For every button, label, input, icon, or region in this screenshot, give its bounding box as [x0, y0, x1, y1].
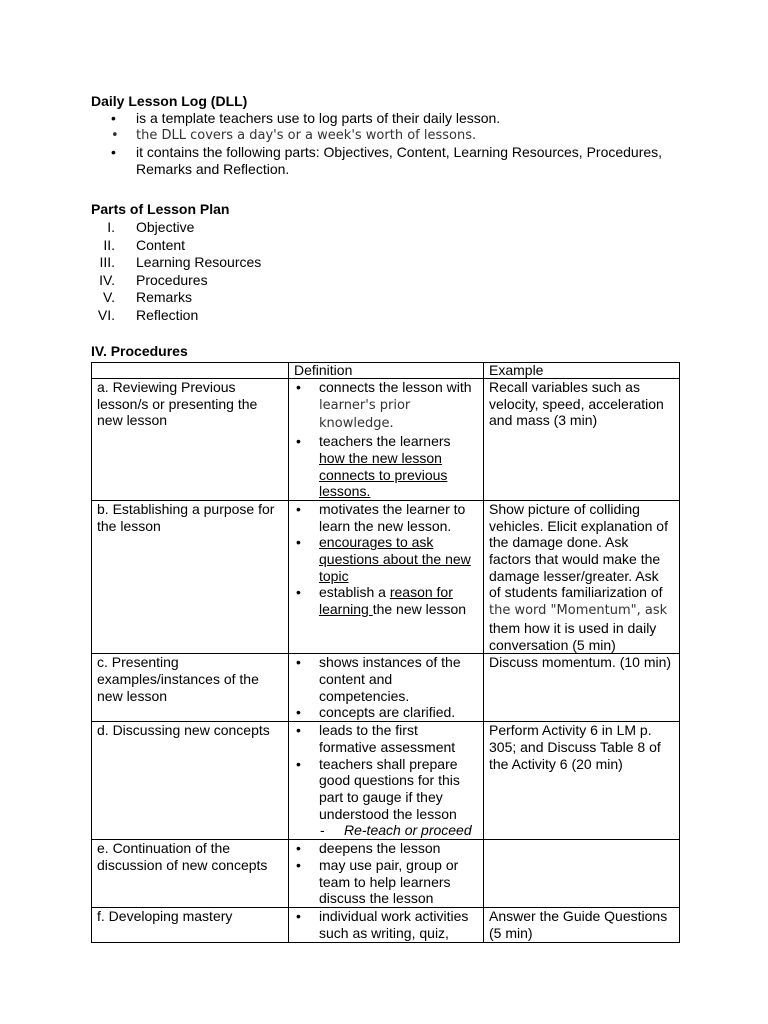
list-number: V. — [103, 289, 115, 306]
example-cell — [484, 840, 680, 908]
parts-list — [91, 219, 261, 325]
list-number: VI. — [97, 306, 115, 323]
list-label: Content — [136, 236, 186, 253]
list-label: Remarks — [136, 289, 193, 306]
list-number: IV. — [99, 271, 115, 288]
part-cell: b. Establishing a purpose for the lesson — [92, 500, 289, 653]
table-row — [92, 908, 680, 942]
parts-title: Parts of Lesson Plan — [91, 201, 230, 217]
table-row — [92, 379, 680, 501]
dll-bullet-list — [91, 110, 691, 178]
part-cell: e. Continuation of the discussion of new concepts — [92, 840, 289, 908]
list-item: • deepens the lesson — [294, 840, 478, 857]
list-item: • teachers the learners how the new lesson connects to previous lessons. — [294, 433, 478, 500]
list-item: • it contains the following parts: Objectives, Content, Learning Resources, Procedures, Remarks and Reflection. — [91, 144, 691, 178]
list-label: Reflection — [136, 306, 199, 323]
list-item: - Re-teach or proceed — [294, 822, 478, 839]
list-label: Procedures — [136, 271, 208, 288]
definition-cell — [289, 722, 484, 840]
list-number: I. — [107, 219, 115, 235]
header-cell-example: Example — [484, 363, 680, 379]
part-cell: f. Developing mastery — [92, 908, 289, 942]
definition-cell — [289, 379, 484, 501]
table-row — [92, 654, 680, 722]
procedures-table — [91, 362, 680, 943]
list-item: • individual work activities such as writing, quiz, — [294, 908, 478, 941]
example-cell: Recall variables such as velocity, speed, acceleration and mass (3 min) — [484, 379, 680, 501]
list-item: • is a template teachers use to log parts of their daily lesson. — [91, 110, 691, 127]
list-item — [91, 307, 261, 325]
list-item: • leads to the first formative assessment — [294, 722, 478, 755]
example-cell: Answer the Guide Questions (5 min) — [484, 908, 680, 942]
part-cell: a. Reviewing Previous lesson/s or presenting the new lesson — [92, 379, 289, 501]
definition-cell — [289, 500, 484, 653]
table-row — [92, 722, 680, 840]
table-row — [92, 840, 680, 908]
list-number: II. — [103, 236, 115, 253]
list-number: III. — [99, 254, 115, 271]
list-item — [91, 272, 261, 290]
list-label: Learning Resources — [136, 254, 262, 271]
list-item — [91, 219, 261, 237]
header-cell-part — [92, 363, 289, 379]
list-label: Objective — [136, 219, 195, 235]
example-cell: Show picture of colliding vehicles. Elicit explanation of the damage done. Ask factors that would make the damage lesser/greater. Ask of students familiarization of the word "Momentum", ask them how it is used in daily conversation (5 min) — [484, 500, 680, 653]
part-cell: c. Presenting examples/instances of the new lesson — [92, 654, 289, 722]
list-item: • encourages to ask questions about the new topic — [294, 534, 478, 584]
definition-cell — [289, 908, 484, 942]
list-item: • establish a reason for learning the new lesson — [294, 584, 478, 617]
definition-cell — [289, 840, 484, 908]
part-cell: d. Discussing new concepts — [92, 722, 289, 840]
list-item — [91, 289, 261, 307]
procedures-title: IV. Procedures — [91, 343, 188, 359]
list-item: • concepts are clarified. — [294, 704, 478, 721]
header-cell-definition: Definition — [289, 363, 484, 379]
list-item — [91, 237, 261, 255]
list-item — [91, 254, 261, 272]
list-item: • motivates the learner to learn the new lesson. — [294, 501, 478, 534]
example-cell: Discuss momentum. (10 min) — [484, 654, 680, 722]
example-cell: Perform Activity 6 in LM p. 305; and Discuss Table 8 of the Activity 6 (20 min) — [484, 722, 680, 840]
list-item: • the DLL covers a day's or a week's worth of lessons. — [91, 127, 691, 144]
table-row — [92, 500, 680, 653]
list-item: • connects the lesson with learner's prior knowledge. — [294, 379, 478, 433]
list-item: • may use pair, group or team to help learners discuss the lesson — [294, 857, 478, 907]
list-item: • shows instances of the content and competencies. — [294, 654, 478, 704]
definition-cell — [289, 654, 484, 722]
list-item: • teachers shall prepare good questions for this part to gauge if they understood the lesson — [294, 756, 478, 823]
table-header-row — [92, 363, 680, 379]
dll-title: Daily Lesson Log (DLL) — [91, 93, 248, 109]
